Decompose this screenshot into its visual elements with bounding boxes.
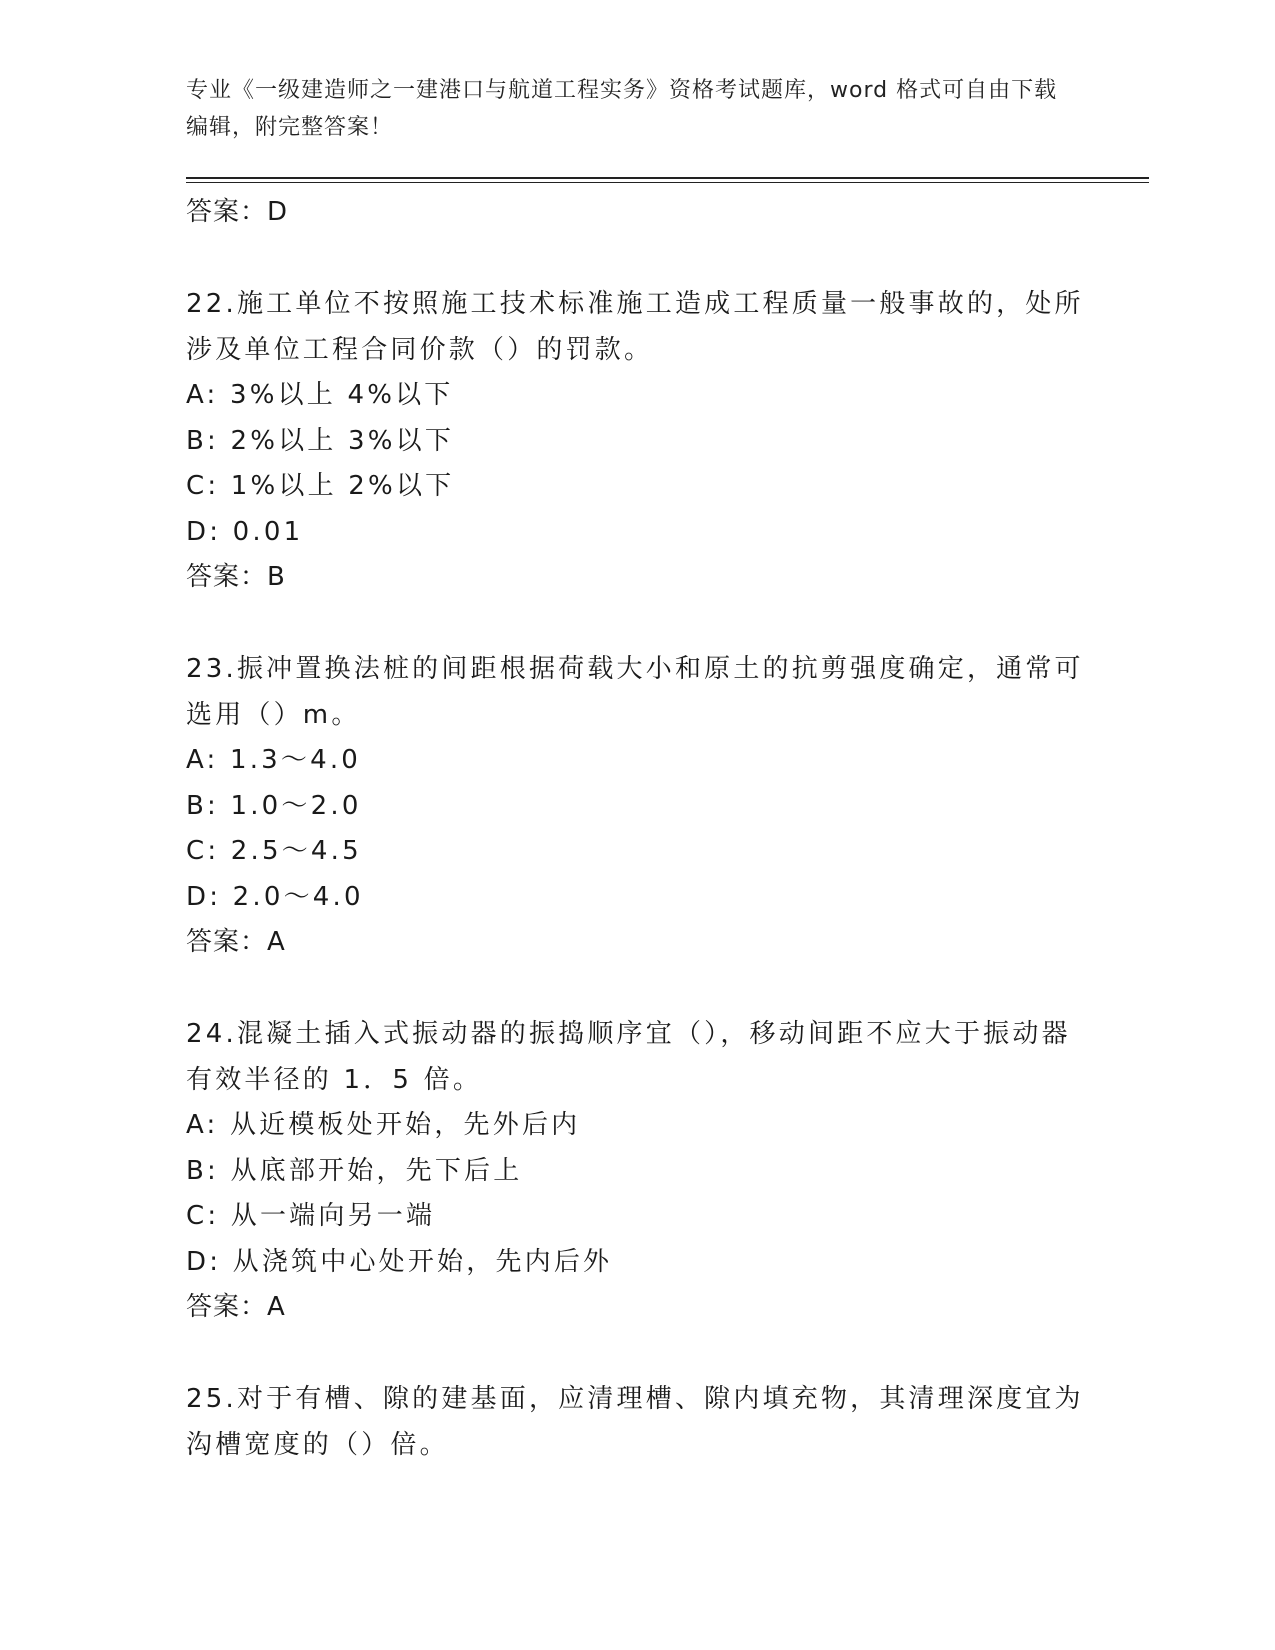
previous-answer: 答案：D <box>186 197 289 227</box>
option-d: D: 0.01 <box>186 516 304 547</box>
question-25 <box>186 1376 1086 1468</box>
header-divider-thin <box>186 182 1149 183</box>
answer-line: 答案：B <box>186 562 286 592</box>
question-stem: 23.振冲置换法桩的间距根据荷载大小和原土的抗剪强度确定，通常可选用（）m。 <box>186 654 1084 730</box>
option-b: B: 从底部开始，先下后上 <box>186 1155 523 1186</box>
option-d: D: 2.0～4.0 <box>186 881 364 912</box>
answer-line: 答案：A <box>186 927 286 957</box>
question-24 <box>186 1011 1086 1329</box>
option-d: D: 从浇筑中心处开始，先内后外 <box>186 1246 613 1277</box>
option-a: A: 1.3～4.0 <box>186 745 362 775</box>
question-stem: 22.施工单位不按照施工技术标准施工造成工程质量一般事故的，处所涉及单位工程合同价款（）的罚款。 <box>186 289 1084 365</box>
question-list <box>186 190 1086 1468</box>
question-23 <box>186 646 1086 964</box>
option-c: C: 从一端向另一端 <box>186 1201 436 1231</box>
option-b: B: 2%以上 3%以下 <box>186 425 455 456</box>
question-22 <box>186 281 1086 599</box>
header-divider-thick <box>186 177 1149 179</box>
option-a: A: 从近模板处开始，先外后内 <box>186 1110 581 1140</box>
question-stem: 24.混凝土插入式振动器的振捣顺序宜（），移动间距不应大于振动器有效半径的 1．5 倍。 <box>186 1019 1071 1095</box>
question-stem: 25.对于有槽、隙的建基面，应清理槽、隙内填充物，其清理深度宜为沟槽宽度的（）倍。 <box>186 1384 1084 1460</box>
option-b: B: 1.0～2.0 <box>186 790 362 821</box>
page-header: 专业《一级建造师之一建港口与航道工程实务》资格考试题库，word 格式可自由下载编辑，附完整答案！ <box>186 78 1058 140</box>
option-c: C: 2.5～4.5 <box>186 836 362 866</box>
option-a: A: 3%以上 4%以下 <box>186 380 454 410</box>
option-c: C: 1%以上 2%以下 <box>186 471 455 501</box>
answer-line: 答案：A <box>186 1292 286 1322</box>
